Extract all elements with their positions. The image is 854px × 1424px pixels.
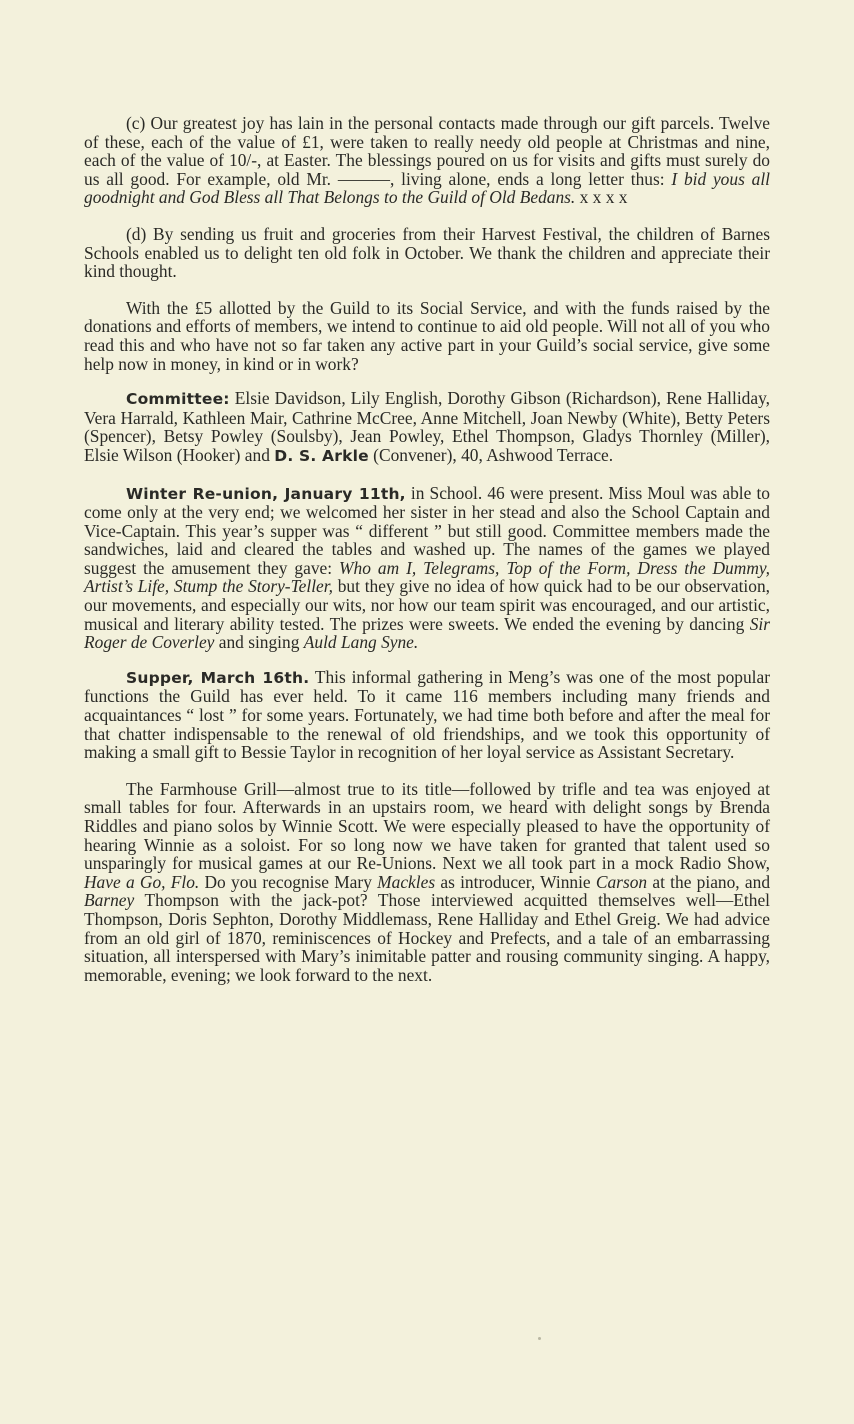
gift-parcels-text: (c) Our greatest joy has lain in the personal contacts made through our gift parcels. Twelve of these, each of the value of £1, were taken to really needy old people at Christmas and nine, each of the value of 10/-, at Easter. The blessings poured on us for visits and gifts must surely do us all good. For example, old Mr. ———, living alone, ends a long letter thus: bbox=[84, 113, 770, 189]
committee-heading: Committee: bbox=[126, 390, 230, 409]
winter-text-1: in School. 46 were present. Miss Moul was able to come only at the very end; we welcomed her sister in her stead and also the School Captain and Vice-Captain. This year’s supper was “ different ” but still good. Committee members made the sandwiches, laid and cleared the tables and washed up. The names of the games we played suggest the amusement they gave: bbox=[84, 482, 770, 578]
barney-name: Barney bbox=[84, 890, 135, 911]
mackles-name: Mackles bbox=[377, 871, 436, 892]
paper-speck bbox=[538, 1337, 541, 1340]
paragraph-gift-parcels bbox=[84, 114, 770, 207]
dance-name: Sir Roger de Coverley bbox=[84, 613, 770, 653]
convener-address: (Convener), 40, Ashwood Terrace. bbox=[368, 444, 614, 465]
committee-members: Elsie Davidson, Lily English, Dorothy Gibson (Richardson), Rene Halliday, Vera Harrald, Kathleen Mair, Cathrine McCree, Anne Mitchell, Joan Newby (White), Betty Peters (Spencer), Betsy Powley (Soulsby), Jean Powley, Ethel Thompson, Gladys Thornley (Miller), Elsie Wilson (Hooker) and bbox=[84, 388, 770, 465]
song-name: Auld Lang Syne. bbox=[303, 632, 419, 653]
paragraph-supper bbox=[84, 668, 770, 762]
winter-text-3: and singing bbox=[214, 632, 304, 653]
farmhouse-text-1: The Farmhouse Grill—almost true to its title—followed by trifle and tea was enjoyed at small tables for four. Afterwards in an upstairs room, we heard with delight songs by Brenda Riddles and piano solos by Winnie Scott. We were especially pleased to have the opportunity of hearing Winnie as a soloist. For so long now we have taken for granted that talent used so unsparingly for musical games at our Re-Unions. Next we all took part in a mock Radio Show, bbox=[84, 778, 770, 874]
letter-quote: I bid yous all goodnight and God Bless all That Belongs to the Guild of Old Bedans. bbox=[84, 168, 770, 208]
farmhouse-text-5: Thompson with the jack-pot? Those interviewed acquitted themselves well—Ethel Thompson, Doris Sephton, Dorothy Middlemass, Rene Halliday and Ethel Greig. We had advice from an old girl of 1870, reminiscences of Hockey and Prefects, and a tale of an embarrassing situation, all interspersed with Mary’s inimitable patter and rousing community singing. A happy, memorable, evening; we look forward to the next. bbox=[84, 890, 770, 985]
paragraph-committee bbox=[84, 389, 770, 465]
games-list: Who am I, Telegrams, Top of the Form, Dress the Dummy, Artist’s Life, Stump the Story-Teller, bbox=[84, 557, 770, 597]
letter-kisses: x x x x bbox=[575, 187, 628, 208]
carson-name: Carson bbox=[595, 871, 648, 892]
paragraph-farmhouse-grill bbox=[84, 780, 770, 985]
paragraph-harvest: (d) By sending us fruit and groceries from their Harvest Festival, the children of Barnes Schools enabled us to delight ten old folk in October. We thank the children and appreciate their kind thought. bbox=[84, 223, 770, 282]
paragraph-funds: With the £5 allotted by the Guild to its Social Service, and with the funds raised by the donations and efforts of members, we intend to continue to aid old people. Will not all of you who read this and who have not so far taken any active part in your Guild’s social service, give some help now in money, in kind or in work? bbox=[84, 297, 770, 374]
winter-text-2: but they give no idea of how quick had to be our observation, our movements, and especially our wits, nor how our team spirit was encouraged, and our artistic, musical and literary ability tested. The prizes were sweets. We ended the evening by dancing bbox=[84, 576, 770, 634]
farmhouse-text-2: Do you recognise Mary bbox=[199, 871, 378, 892]
winter-reunion-heading: Winter Re-union, January 11th, bbox=[126, 484, 406, 503]
paragraph-winter-reunion bbox=[84, 484, 770, 652]
radio-show-name: Have a Go, Flo. bbox=[84, 871, 200, 892]
farmhouse-text-4: at the piano, and bbox=[647, 871, 771, 892]
supper-heading: Supper, March 16th. bbox=[126, 668, 310, 687]
convener-name: D. S. Arkle bbox=[274, 446, 369, 465]
supper-text: This informal gathering in Meng’s was one of the most popular functions the Guild has ever held. To it came 116 members including many friends and acquaintances “ lost ” for some years. Fortunately, we had time both before and after the meal for that chatter indispensable to the renewal of old friendships, and we took this opportunity of making a small gift to Bessie Taylor in recognition of her loyal service as Assistant Secretary. bbox=[84, 666, 771, 763]
farmhouse-text-3: as introducer, Winnie bbox=[435, 871, 596, 892]
body-text bbox=[84, 114, 770, 984]
